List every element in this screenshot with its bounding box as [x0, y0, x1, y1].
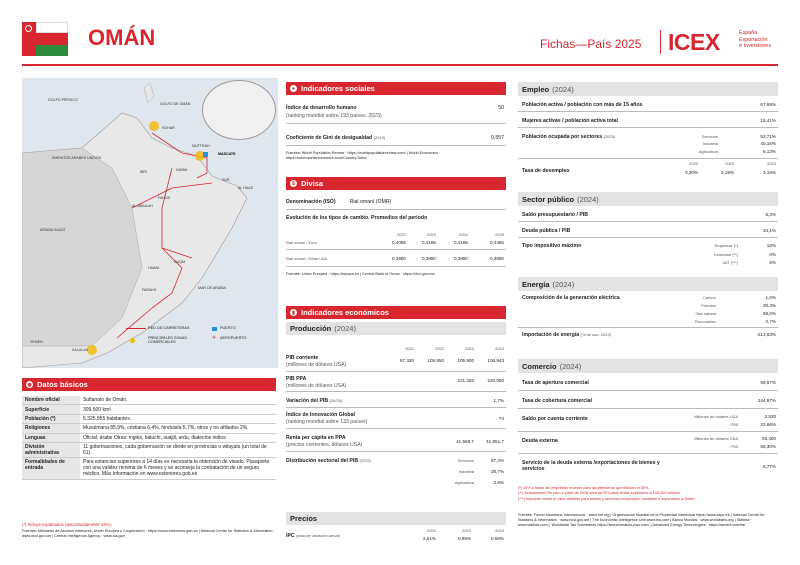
economicos-pibppa-v-1: 220.050	[487, 378, 504, 383]
map-inset	[202, 80, 276, 140]
economicos-ipc_vals-0: 2,51%	[422, 536, 436, 541]
map-label: IBRI	[140, 170, 147, 174]
produccion-header	[286, 322, 506, 335]
empleo-r4-years-1: 2023	[725, 161, 734, 166]
empleo-year: (2024)	[552, 84, 574, 94]
idh-value: 50	[498, 105, 504, 111]
sociales-header	[286, 82, 506, 95]
publico-r3-items-0-k: Empresas (*)	[714, 243, 738, 248]
economicos-years-1: 2022	[435, 346, 444, 351]
economicos-dist-items-0-v: 67,4%	[490, 458, 504, 463]
economicos-pib-v-0: 87.320	[399, 358, 414, 363]
economicos-var-val: 1,7%	[493, 398, 504, 403]
map-label: MUTTRAH	[192, 144, 210, 148]
divisa-title: Divisa	[301, 179, 324, 188]
economicos-dist-items-2-v: 3,8%	[493, 480, 504, 485]
economicos-pibppa-sub: (millones de dólares USA)	[286, 383, 347, 389]
economicos-renta-label: Renta per cápita en PPA	[286, 435, 346, 441]
divisa-den_label: Denominación (ISO)	[286, 199, 336, 205]
empleo-r1-v: 67,69%	[760, 102, 776, 107]
economicos-renta-sub: (precios corrientes, dólares USA)	[286, 442, 363, 448]
basicos-table	[22, 396, 276, 480]
publico-r1-v: 6,3%	[765, 212, 776, 217]
basicos-title: Datos básicos	[37, 380, 88, 389]
divisa-years-2: 2024	[459, 232, 468, 237]
basicos-rows-0-k: Nombre oficial	[22, 396, 80, 405]
divisa-rows-1-v-2: 0,3850	[453, 256, 468, 261]
comercio-year: (2024)	[559, 361, 582, 371]
economicos-pib-v-1: 109.850	[427, 358, 444, 363]
basicos-rows-1-k: Superficie	[22, 405, 80, 414]
publico-r2-v: 34,1%	[762, 228, 776, 233]
energia-r2-sub: (% de uso, 2023)	[580, 332, 611, 337]
energia-r2-v: -213,63%	[756, 332, 776, 337]
divisa-rows-0-v-2: 0,4166	[453, 240, 468, 245]
map-label: SALALAH	[72, 348, 89, 352]
publico-r2-k: Deuda pública / PIB	[522, 228, 571, 234]
map-legend-port: PUERTO	[220, 326, 236, 330]
divisa-rows-1-v-1: 0,3850	[421, 256, 436, 261]
divisa-rows-0-v-0: 0,4056	[391, 240, 406, 245]
airport-icon: ✈	[212, 335, 217, 341]
economicos-pib-v-3: 106.943	[487, 358, 504, 363]
economicos-ipc_years-0: 2022	[427, 528, 436, 533]
basicos-rows-4-v: Oficial: árabe Otras: inglés, baluchi, suajili, urdu, dialectos indios.	[80, 433, 276, 442]
footnotes	[518, 486, 778, 502]
divisa-den_val: Rial omaní (OMR)	[349, 199, 392, 205]
comercio-r3-u2: / PIB	[729, 422, 738, 427]
economicos-inno-sub: (ranking mundial sobre 133 países)	[286, 419, 368, 425]
economicos-ipc_years-1: 2023	[462, 528, 471, 533]
publico-r3-k: Tipo impositivo máximo	[522, 243, 582, 249]
energia-r1-items-2-k: Gas natural	[695, 311, 716, 316]
chart-icon: ▮	[290, 309, 297, 316]
map-label: GOLFO DE OMÁN	[160, 102, 191, 106]
empleo-r3-items-0-v: 53,71%	[760, 134, 776, 139]
empleo-r3-year: (2023)	[603, 134, 616, 139]
empleo-r4-v-1: 3,18%	[720, 170, 734, 175]
sociales-sources: Fuentes: World Population Review · https://worldpopulationreview.com/ | World Economics · https://www.worldeconomics.com/Country-Data/	[286, 151, 441, 160]
empleo-r2-k: Mujeres activas / población activa total	[522, 118, 619, 124]
economicos-var-year: (24/23)	[329, 398, 343, 403]
economicos-ipc_years-2: 2024	[495, 528, 504, 533]
economicos-dist-items-0-k: Servicios	[457, 458, 474, 463]
empleo-r4-v-0: 3,30%	[684, 170, 698, 175]
energia-r1-items-1-k: Petróleo	[701, 303, 716, 308]
energia-r1-items-3-v: 0,7%	[765, 319, 776, 324]
comercio-r2-k: Tasa de cobertura comercial	[522, 398, 592, 404]
idh-sub: (ranking mundial sobre 193 países, 2023)	[286, 113, 382, 119]
economicos-ipc_label: IPC	[286, 533, 295, 539]
map-label: GOLFO PÉRSICO	[48, 98, 78, 102]
publico-r3-items-1-v: 0%	[769, 252, 776, 257]
precios-header	[286, 512, 506, 525]
economicos-pibppa-v-0: 221.320	[457, 378, 474, 383]
divisa-rows-1-k: Rial omaní / Dólar USA	[286, 256, 328, 261]
right-sources: Fuentes: Fondo Monetario Internacional · www.imf.org | Organización Mundial de la Propiedad Intelectual https://www.wipo.int | National Centre for Statistics & Information · www.ncsi.gov.om | The Economist Intelligence Unit www.eiu.com | Banco Mundial · www.worldbank.org | Statista · www.statista.com/ | Worldwide Tax Summaries https://taxsummaries.pwc.com/ | Advanced Energy Technologies · https://aenert.com/es/	[518, 513, 765, 527]
energia-year: (2024)	[552, 279, 575, 289]
empleo-r3-items-0-k: Servicios	[701, 134, 718, 139]
comercio-r3-v2: 23,66%	[760, 422, 776, 427]
sociales-title: Indicadores sociales	[301, 84, 375, 93]
map-legend-airport: AEROPUERTO	[220, 336, 247, 340]
publico-header	[518, 192, 778, 206]
divisa-years-0: 2022	[397, 232, 406, 237]
map-legend	[126, 326, 266, 358]
map-label: FAHUD	[158, 196, 171, 200]
divisa-rows-1-v-3: 0,3850	[489, 256, 504, 261]
empleo-header	[518, 82, 778, 96]
empleo-r4-k: Tasa de desempleo	[522, 168, 570, 174]
map-label: AL HAAD	[238, 186, 254, 190]
empleo-r3-k: Población ocupada por sectores	[522, 134, 603, 140]
energia-r1-items-0-k: Carbón	[702, 295, 716, 300]
comercio-r5-v: 6,77%	[762, 464, 776, 469]
publico-r3-items-0-v: 15%	[766, 243, 776, 248]
comercio-r4-u2: / PIB	[729, 444, 738, 449]
sociales-gini_year: (2019)	[373, 135, 386, 140]
economicos-pib-sub: (millones de dólares USA)	[286, 362, 347, 368]
empleo-r3-items-2-v: 6,13%	[762, 149, 776, 154]
comercio-r2-v: 144,97%	[757, 398, 776, 403]
basicos-rows-3-v: Musulmana 85,9%, cristiana 6,4%, hinduista 5,7%, otros y no afiliados 2%.	[80, 424, 276, 433]
economicos-header	[286, 306, 506, 319]
empleo-r1-k: Población activa / población con más de 15 años	[522, 102, 643, 108]
basicos-rows-2-v: 5.325.955 habitantes.	[80, 414, 276, 423]
economicos-years-2: 2023	[465, 346, 474, 351]
notes-2: (***) Impuesto sobre el valor añadido para bienes y servicios comprados, vendidos o importados a Omán.	[518, 496, 696, 501]
economicos-years-0: 2021	[405, 346, 414, 351]
page-title: OMÁN	[88, 25, 156, 50]
economicos-var-label: Variación del PIB	[286, 398, 329, 404]
header-brand_sub-2: e Inversiones	[739, 43, 772, 49]
energia-title: Energía	[522, 279, 550, 289]
economicos-inno-label: Índice de Innovación Global	[286, 412, 355, 418]
economicos-prod_title: Producción	[290, 324, 332, 333]
basicos-note: (*) Incluye expatriados (aproximadamente 43%).	[22, 522, 112, 527]
comercio-r4-u1: Millones de dólares USA	[694, 436, 738, 441]
people-icon: ●	[291, 85, 296, 92]
publico-r1-k: Saldo presupuestario / PIB	[522, 212, 589, 218]
publico-year: (2024)	[577, 194, 599, 204]
divisa-evo_label: Evolución de los tipos de cambio. Promedios del periodo	[286, 215, 428, 221]
economicos-dist-label: Distribución sectorial del PIB	[286, 458, 359, 464]
energia-r2-k: Importación de energía	[522, 332, 580, 338]
divisa-years-3: 2025	[495, 232, 504, 237]
map-label: SOHAR	[162, 126, 175, 130]
basicos-sources: Fuentes: Ministerio de Asuntos exteriores, Unión Europea y Cooperación · https://www.exteriores.gob.es | National Centre for Statistics & Information · www.ncsi.gov.om | Central Intelligence Agency · www.cia.gov	[22, 529, 275, 538]
map-label: HAIMA	[148, 266, 160, 270]
divisa-rows-0-v-3: 0,4465	[489, 240, 504, 245]
comercio-r4-k: Deuda externa	[522, 438, 558, 444]
comercio-r4-v2: 59,30%	[760, 444, 776, 449]
economicos-dist-items-2-k: Agricultura	[454, 480, 474, 485]
basicos-rows-0-v: Sultanato de Omán.	[80, 396, 276, 405]
empleo-r4-years-2: 2024	[767, 161, 776, 166]
gini-value: 0,557	[491, 135, 504, 141]
comercio-r3-v1: 2.530	[764, 414, 776, 419]
map-legend-zones: PRINCIPALES ZONAS COMERCIALES	[148, 336, 187, 344]
map-label: DUQM	[174, 260, 185, 264]
publico-r3-items-1-k: Individual (**)	[714, 252, 738, 257]
map-legend-roads: RED DE CARRETERAS	[148, 326, 190, 330]
publico-r3-items-2-v: 5%	[769, 260, 776, 265]
map-label: ARABIA SAUDÍ	[40, 228, 65, 232]
flag	[22, 22, 68, 56]
map-label: YEMEN	[30, 340, 43, 344]
basicos-rows-3-k: Religiones	[22, 424, 80, 433]
divisa-rows-1-v-0: 0,3850	[391, 256, 406, 261]
basicos-rows-6-k: Formalidades de entrada	[22, 458, 80, 479]
energia-r1-items-0-v: 1,0%	[765, 295, 776, 300]
empleo-r3-items-1-k: Industria	[702, 141, 718, 146]
divisa-sources: Fuentes: Unión Europea · https://europa.eu | Central Bank of Oman · https://cbo.gov.om/	[286, 272, 435, 276]
comercio-r3-u1: Millones de dólares USA	[694, 414, 738, 419]
energia-r1-k: Composición de la generación eléctrica	[522, 295, 620, 301]
comercio-r3-k: Saldo por cuenta corriente	[522, 416, 588, 422]
energia-r1-items-2-v: 68,0%	[762, 311, 776, 316]
economicos-ipc_sub: (tasa de variación anual)	[296, 533, 340, 538]
map-label: NIZWA	[176, 168, 188, 172]
basicos-rows-5-v: 11 gobernaciones, cada gobernación se divide en provincias o wilayats (un total de 61).	[80, 442, 276, 457]
economicos-years-3: 2024	[495, 346, 504, 351]
economicos-pib-label: PIB corriente	[286, 355, 319, 361]
map-label: AL-ABAILAH	[132, 204, 153, 208]
economicos-dist-items-1-v: 28,7%	[490, 469, 504, 474]
economicos-dist-items-1-k: Industria	[458, 469, 474, 474]
map	[22, 78, 278, 368]
economicos-renta-v-1: 41.651,7	[486, 439, 504, 444]
basicos-header	[22, 378, 276, 391]
publico-title: Sector público	[522, 194, 575, 204]
economicos-precios_title: Precios	[290, 514, 318, 523]
basicos-rows-1-v: 309.500 km².	[80, 405, 276, 414]
energia-r1-items-1-v: 30,3%	[762, 303, 776, 308]
comercio-r1-k: Tasa de apertura comercial	[522, 380, 589, 386]
map-label: FARAKH	[142, 288, 157, 292]
publico-r3-items-2-k: VAT (***)	[722, 260, 738, 265]
energia-header	[518, 277, 778, 291]
divisa-header	[286, 177, 506, 190]
comercio-header	[518, 359, 778, 373]
comercio-r4-v1: 63.400	[761, 436, 776, 441]
economicos-prod_year: (2024)	[334, 324, 356, 333]
economicos-title: Indicadores económicos	[301, 308, 389, 317]
map-label: SUR	[222, 178, 230, 182]
header-brand_sub-0: España	[739, 30, 758, 36]
empleo-r3-items-1-v: 40,16%	[760, 141, 776, 146]
series-label: Fichas—País 2025	[540, 37, 642, 51]
notes-0: (*) 15% a todas las empresas excepto para las petroleras que tributan el 55%.	[518, 486, 650, 490]
economicos-pibppa-label: PIB PPA	[286, 376, 307, 382]
economicos-renta-v-0: 41.558,7	[456, 439, 474, 444]
map-label: EMIRATOS ÁRABES UNIDOS	[52, 156, 101, 160]
comercio-title: Comercio	[522, 361, 557, 371]
header-rule	[22, 64, 778, 66]
header-brand_sub-1: Exportación	[739, 36, 768, 43]
gini-label: Coeficiente de Gini de desigualdad	[286, 135, 373, 141]
icex-subtitle	[739, 30, 771, 50]
empleo-r4-years-0: 2022	[689, 161, 698, 166]
energia-r1-items-3-k: Renovables	[694, 319, 716, 324]
comercio-r1-v: 99,57%	[760, 380, 776, 385]
divisa-rows-0-v-1: 0,4166	[421, 240, 436, 245]
basicos-rows-4-k: Lenguas	[22, 433, 80, 442]
target-icon: ◉	[27, 381, 32, 388]
map-label: MASCATE	[218, 152, 236, 156]
empleo-r4-v-2: 3,16%	[762, 170, 776, 175]
economicos-ipc_vals-2: 0,59%	[490, 536, 504, 541]
divisa-rows-0-k: Rial omaní / Euro	[286, 240, 317, 245]
empleo-title: Empleo	[522, 84, 550, 94]
empleo-r2-v: 15,41%	[760, 118, 776, 123]
currency-icon: $	[290, 180, 297, 187]
idh-label: Índice de desarrollo humano	[286, 105, 357, 111]
icex-logo: ICEX	[668, 29, 720, 55]
map-label: MAR DE ARABIA	[198, 286, 226, 290]
empleo-r3-items-2-k: Agricultura	[698, 149, 718, 154]
basicos-rows-5-k: División administrativa	[22, 442, 80, 457]
basicos-rows-6-v: Para estancias superiores a 14 días es necesaria la obtención de visado. Pasaporte con una validez mínima de 6 meses y se aconseja la contratación de un seguro médico. Más información en www.exteriores.gob.es	[80, 458, 276, 479]
economicos-dist-year: (2023)	[359, 458, 372, 463]
basicos-rows-2-k: Población (*)	[22, 414, 80, 423]
economicos-ipc_vals-1: 0,95%	[457, 536, 471, 541]
notes-1: (**) Actualmente 0% pero a partir de 2028 será del 5% para rentas superiores a 108.000 dólares	[518, 491, 680, 496]
economicos-inno-val: 74	[498, 416, 504, 421]
comercio-r5-k: Servicio de la deuda externa /exportaciones de bienes y servicios	[522, 460, 660, 472]
economicos-pib-v-2: 105.900	[457, 358, 474, 363]
divisa-years-1: 2023	[427, 232, 436, 237]
